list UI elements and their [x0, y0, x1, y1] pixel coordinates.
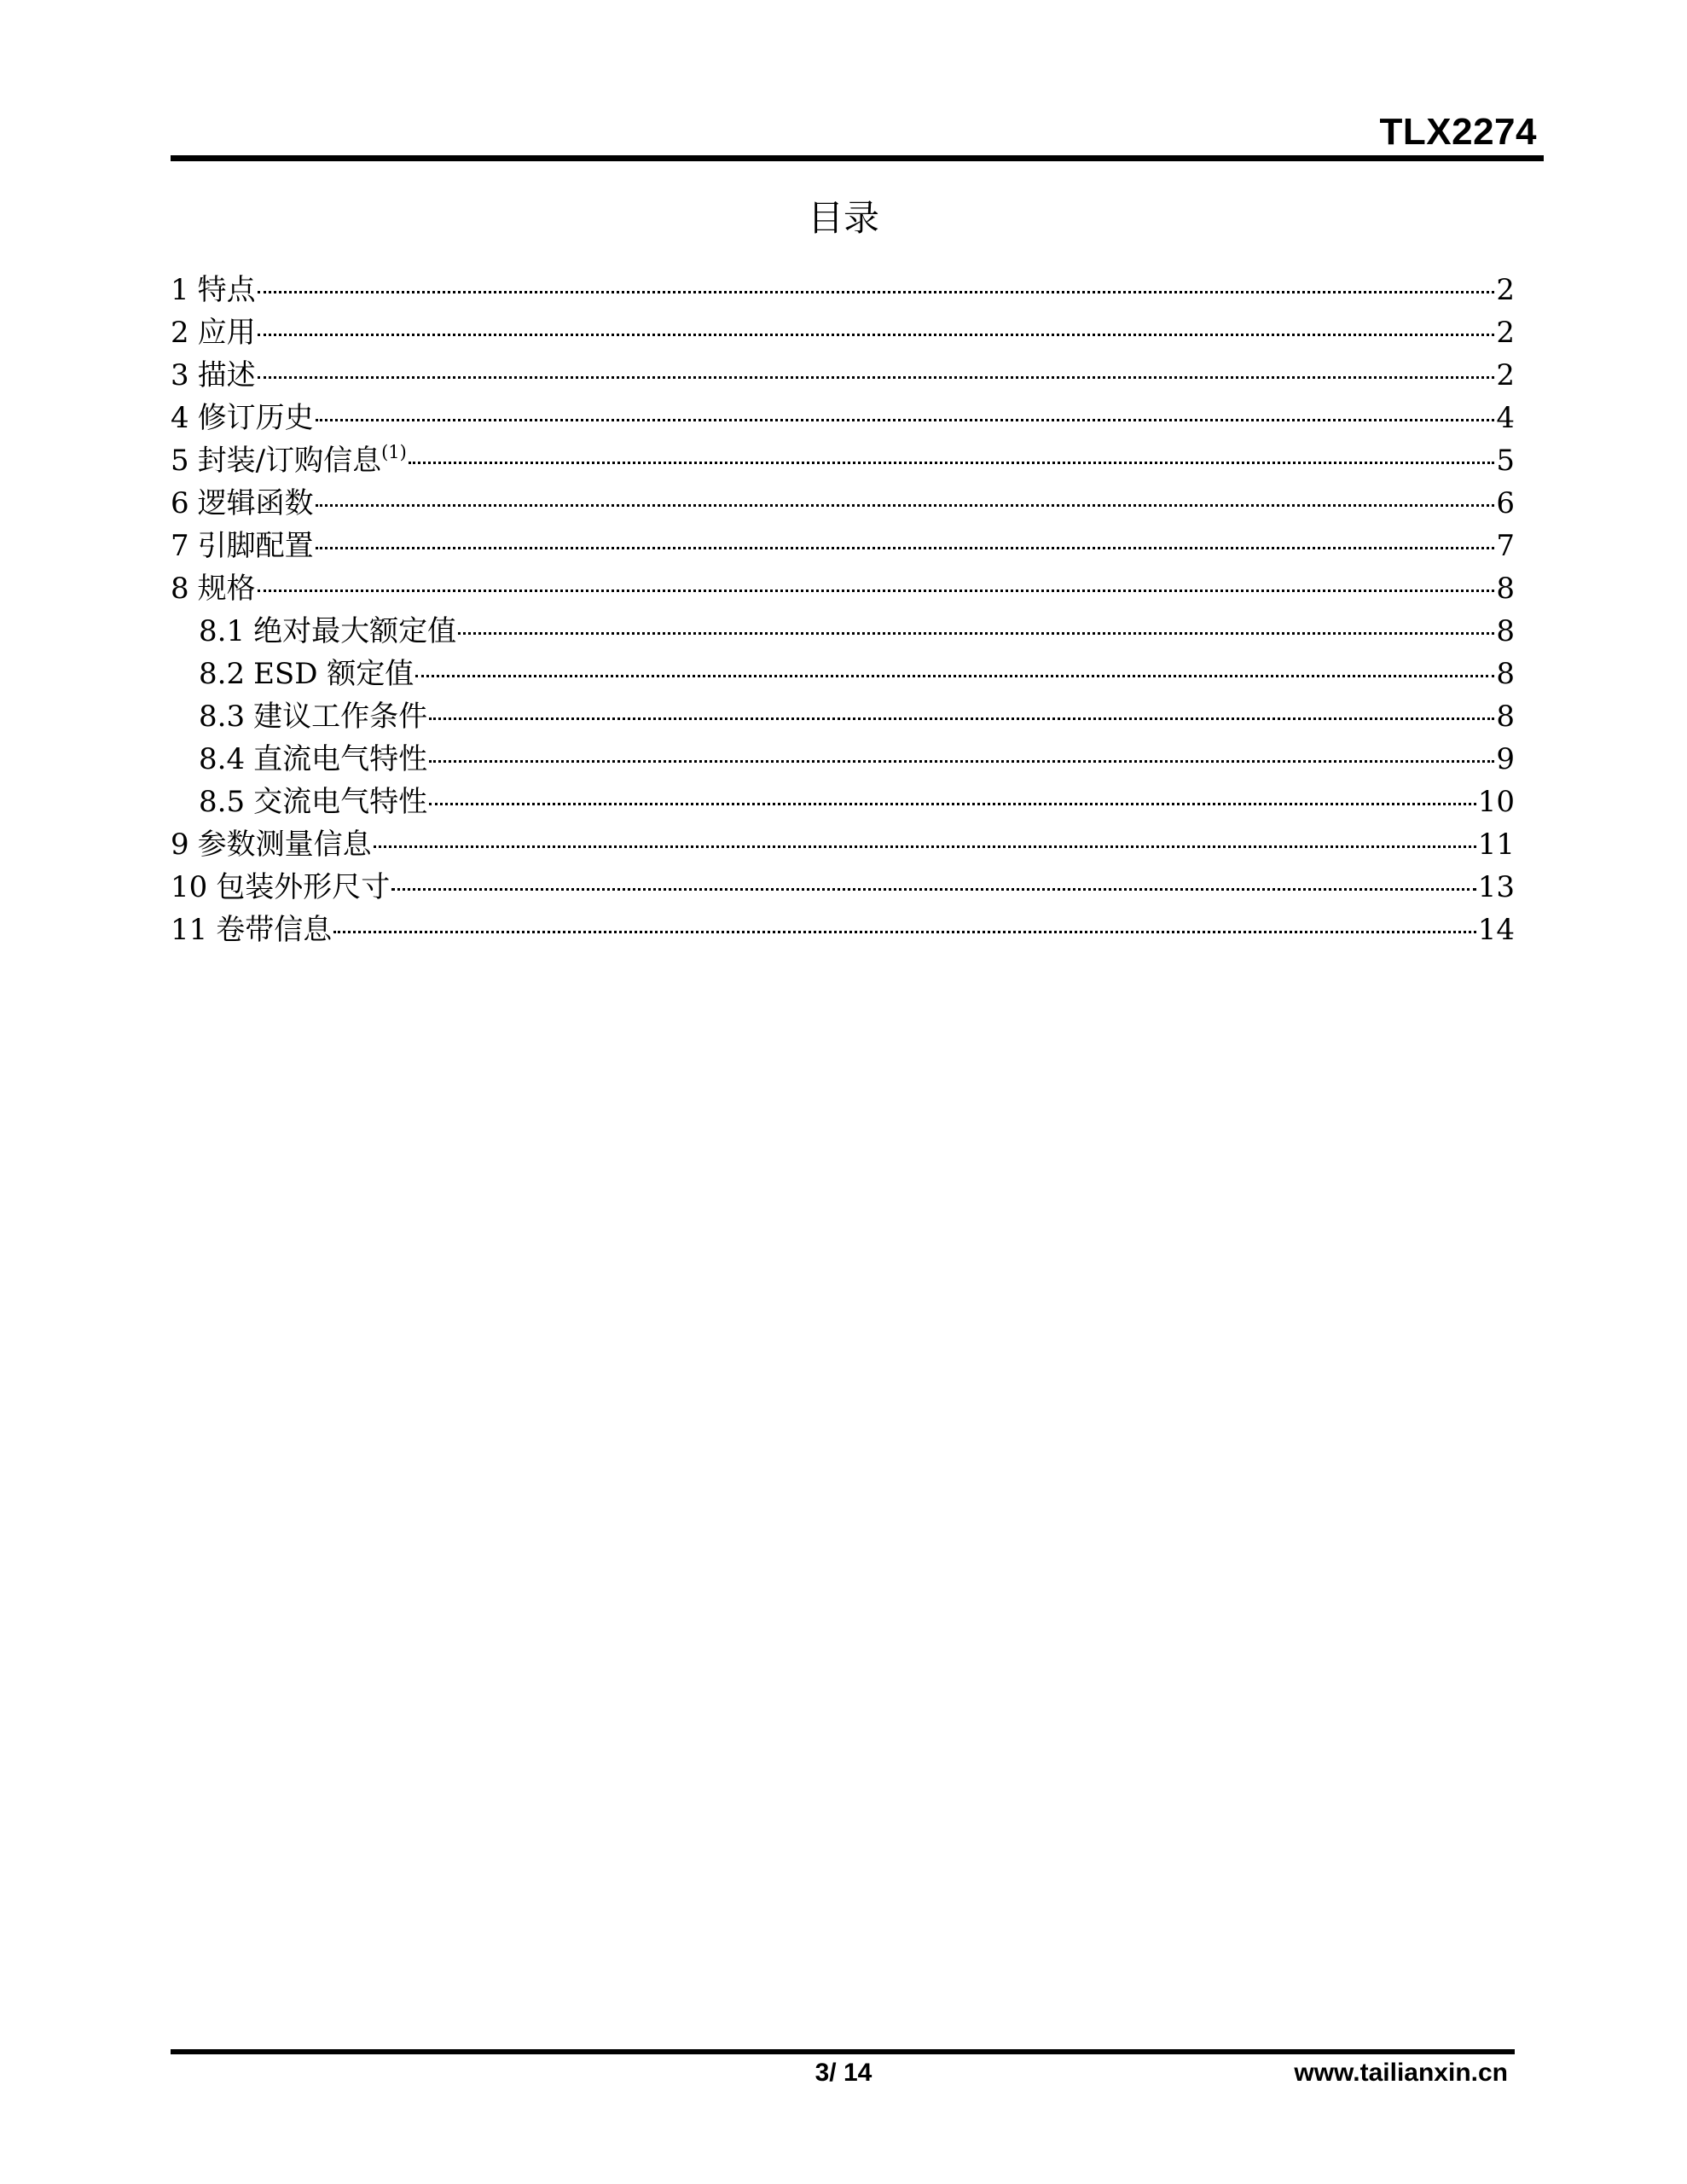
toc-entry-page: 9: [1496, 742, 1515, 776]
toc-entry-page: 2: [1496, 358, 1515, 392]
toc-entry-page: 8: [1496, 657, 1515, 691]
toc-entry-page: 14: [1477, 913, 1515, 947]
toc-entry-title: 建议工作条件: [253, 700, 428, 734]
toc-entry-page: 4: [1496, 401, 1515, 435]
toc-entry-number: 7: [171, 529, 189, 563]
toc-entry-title: [198, 439, 407, 482]
footnote-marker: (1): [381, 442, 407, 462]
toc-entry-title: 绝对最大额定值: [253, 614, 457, 648]
toc-dot-leader: [316, 547, 1495, 549]
toc-entry-title: 逻辑函数: [197, 486, 314, 520]
toc-entry-specifications[interactable]: [171, 567, 1515, 610]
toc-entry-title-text: 封装/订购信息: [197, 444, 382, 478]
toc-entry-revision-history[interactable]: [171, 397, 1515, 439]
toc-entry-recommended-operating-conditions[interactable]: [171, 695, 1515, 738]
toc-entry-number: 8: [171, 572, 189, 606]
toc-entry-number: 8.3: [199, 700, 246, 734]
toc-entry-pin-configuration[interactable]: [171, 525, 1515, 567]
toc-dot-leader: [258, 291, 1495, 293]
toc-entry-tape-reel-info[interactable]: [171, 909, 1515, 951]
toc-entry-number: 8.1: [199, 614, 246, 648]
toc-entry-title: 包装外形尺寸: [216, 870, 391, 904]
footer-website[interactable]: www.tailianxin.cn: [1294, 2059, 1508, 2087]
toc-dot-leader: [316, 419, 1495, 421]
toc-entry-number: 5: [171, 444, 189, 478]
toc-entry-number: 6: [171, 486, 189, 520]
toc-entry-title: 卷带信息: [216, 913, 333, 947]
toc-dot-leader: [258, 334, 1495, 336]
toc-dot-leader: [415, 675, 1494, 677]
toc-entry-number: 8.5: [199, 785, 246, 819]
toc-entry-number: 3: [171, 358, 189, 392]
toc-entry-number: 8.4: [199, 742, 246, 776]
toc-dot-leader: [258, 590, 1495, 592]
toc-entry-page: 13: [1477, 870, 1515, 904]
toc-entry-number: 8.2: [199, 657, 246, 691]
toc-dot-leader: [258, 376, 1495, 379]
toc-dot-leader: [391, 888, 1475, 891]
toc-entry-title: 规格: [197, 572, 256, 606]
toc-entry-applications[interactable]: [171, 311, 1515, 354]
toc-dot-leader: [374, 845, 1476, 848]
toc-dot-leader: [316, 504, 1495, 507]
toc-entry-features[interactable]: [171, 269, 1515, 311]
toc-entry-page: 11: [1477, 828, 1515, 862]
toc-entry-logic-function[interactable]: [171, 482, 1515, 525]
toc-dot-leader: [429, 803, 1476, 805]
toc-entry-title: 引脚配置: [197, 529, 314, 563]
toc-entry-page: 8: [1496, 572, 1515, 606]
toc-entry-dc-characteristics[interactable]: [171, 738, 1515, 781]
toc-entry-page: 5: [1496, 444, 1515, 478]
toc-entry-title: ESD 额定值: [253, 657, 415, 691]
toc-entry-number: 4: [171, 401, 189, 435]
toc-entry-package-ordering-info[interactable]: [171, 439, 1515, 482]
toc-entry-number: 9: [171, 828, 189, 862]
toc-entry-description[interactable]: [171, 354, 1515, 397]
toc-entry-title: 特点: [197, 273, 256, 307]
toc-entry-title: 参数测量信息: [197, 828, 372, 862]
toc-entry-title: 直流电气特性: [253, 742, 428, 776]
toc-entry-page: 2: [1496, 316, 1515, 350]
toc-entry-number: 2: [171, 316, 189, 350]
document-header-title: TLX2274: [1379, 111, 1537, 153]
toc-entry-package-outline[interactable]: [171, 866, 1515, 909]
header-rule: [171, 155, 1544, 161]
toc-entry-page: 7: [1496, 529, 1515, 563]
footer-page-number: 3/ 14: [815, 2059, 872, 2087]
toc-entry-page: 8: [1496, 700, 1515, 734]
toc-entry-page: 6: [1496, 486, 1515, 520]
toc-entry-parameter-measurement[interactable]: [171, 823, 1515, 866]
toc-entry-ac-characteristics[interactable]: [171, 781, 1515, 823]
toc-entry-title: 描述: [197, 358, 256, 392]
toc-entry-title: 修订历史: [197, 401, 314, 435]
toc-dot-leader: [333, 931, 1475, 933]
toc-heading: 目录: [807, 197, 879, 239]
toc-dot-leader: [429, 760, 1494, 763]
toc-entry-title: 交流电气特性: [253, 785, 428, 819]
toc-entry-number: 11: [171, 913, 208, 947]
toc-entry-absolute-max-ratings[interactable]: [171, 610, 1515, 653]
toc-dot-leader: [409, 462, 1495, 464]
toc-dot-leader: [458, 632, 1494, 635]
toc-entry-title: 应用: [197, 316, 256, 350]
table-of-contents: [171, 269, 1515, 951]
toc-entry-number: 10: [171, 870, 208, 904]
toc-entry-page: 8: [1496, 614, 1515, 648]
toc-entry-number: 1: [171, 273, 189, 307]
toc-entry-esd-ratings[interactable]: [171, 653, 1515, 695]
toc-entry-page: 10: [1477, 785, 1515, 819]
toc-dot-leader: [429, 717, 1494, 720]
toc-entry-page: 2: [1496, 273, 1515, 307]
